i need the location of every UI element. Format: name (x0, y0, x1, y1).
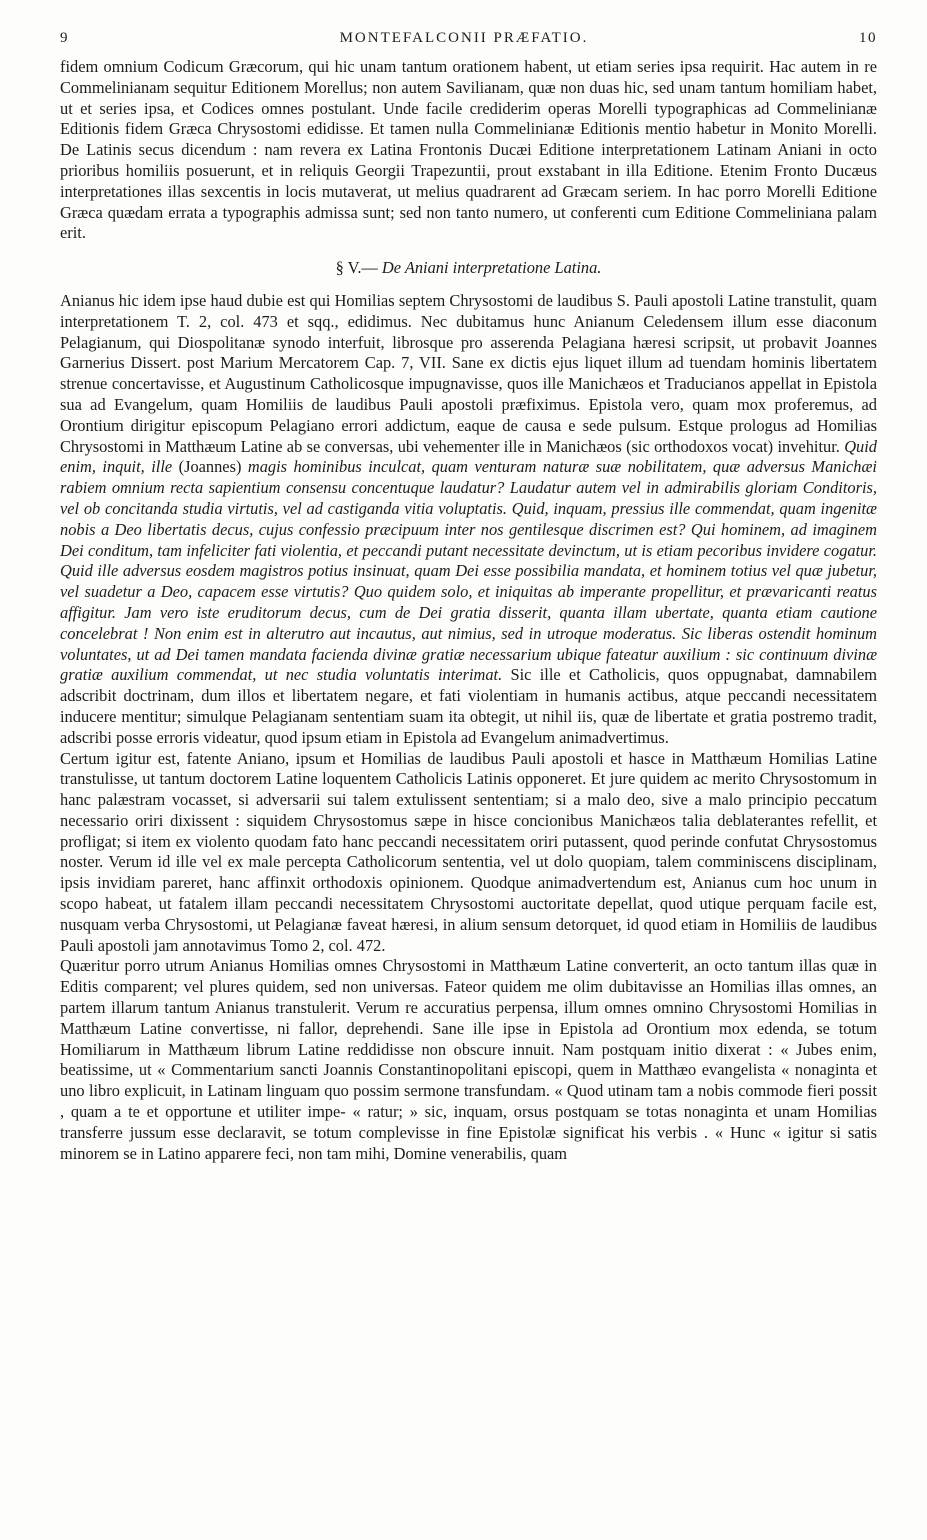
paragraph-anianus-conclusion: Sic ille et Catholicis, quos oppugnabat, damnabilem adscribit doctrinam, dum illos et libertatem negare, et fati violentiam in humanis actibus, atque peccandi necessitatem inducere mentitur; simulque Pelagianam sententiam suam ita obtegit, ut nihil iis, quæ de libertate et gratia postremo tradit, adscribi posse erroris videatur, quod ipsum etiam in Epistola ad Evangelum animadvertimus. (60, 665, 877, 747)
section-number: § V.— (335, 258, 382, 278)
running-header (60, 30, 877, 47)
page-number-left: 9 (60, 30, 69, 46)
quote-intro: Quid enim, inquit, ille (60, 436, 877, 477)
running-title: MONTEFALCONII PRÆFATIO. (339, 30, 589, 46)
paragraph-quaeritur: Quæritur porro utrum Anianus Homilias omnes Chrysostomi in Matthæum Latine converterit, an octo tantum illas quæ in Editis comparent; vel plures quidem, sed non universas. Fateor quidem me olim dubitavisse an Homilias illas omnes, an partem illarum tantum Anianus transtulerit. Verum re accuratius perpensa, illum omnes omnino Chrysostomi Homilias in Matthæum Latine convertisse, ni fallor, deprehendi. Sane ille ipse in Epistola ad Orontium mox edenda, se totum Homiliarum in Matthæum librum Latine reddidisse non obscure innuit. Nam postquam initio dixerat : « Jubes enim, beatissime, ut « Commentarium sancti Joannis Constantinopolitani episcopi, quem in Matthæo evangelista « nonaginta et uno libro explicuit, in Latinam linguam quo possim sermone transfundam. « Quod utinam tam a nobis commode fieri possit , quam a te et opportune et utiliter impe- « ratur; » sic, inquam, orsus postquam se totas nonaginta et unam Homilias transferre jussum esse declaravit, se totum complevisse in fine Epistolæ significat his verbis . « Hunc « igitur si satis minorem se in Latino apparere feci, non tam mihi, Domine venerabilis, quam (60, 956, 877, 1163)
section-heading (60, 258, 877, 279)
paragraph-continued: fidem omnium Codicum Græcorum, qui hic unam tantum orationem habent, ut etiam series ipsa requirit. Hac autem in re Commelinianam sequitur Editionem Morellus; non autem Savilianam, quæ non duas hic, sed unam tantum homiliam habet, ut et series ipsa, et Codices omnes postulant. Unde facile crediderim operas Morelli typographicas ad Commelinianæ Editionis fidem Græca Chrysostomi edidisse. Et tamen nulla Commelinianæ Editionis mentio habetur in Monito Morelli. De Latinis secus dicendum : nam revera ex Latina Frontonis Ducæi Editione interpretationem Latinam Aniani in octo prioribus homiliis posuerunt, et in reliquis Georgii Trapezuntii, prout exstabant in illa Editione. Etenim Fronto Ducæus interpretationes illas sexcentis in locis mutaverat, ut melius quadrarent ad Græcam seriem. In hac porro Morelli Editione Græca quædam errata a typographis admissa sunt; sed non tanto numero, ut conferenti cum Editione Commeliniana palam erit. (60, 57, 877, 243)
quote-body: magis hominibus inculcat, quam venturam naturæ suæ nobilitatem, quæ adversus Manichæi rabiem omnium recta sapientium consensu concentuque laudatur? Laudatur autem vel in admirabilis gloriam Conditoris, vel ob concitanda studia virtutis, vel ad castiganda vitia voluptatis. Quid, inquam, pressius ille commendat, quam ingenitæ nobis a Deo libertatis decus, cujus confessio præcipuum inter nos gentilesque discrimen est? Qui hominem, ad imaginem Dei conditum, tam infeliciter fati violentia, et peccandi putant necessitate devinctum, ut is etiam pecoribus invidere cogatur. Quid ille adversus eosdem magistros potius insinuat, quam Dei esse possibilia mandata, et hominem totius vel quæ jubetur, vel suadetur a Deo, capacem esse virtutis? Quo quidem solo, et iniquitas ab imperante propellitur, et prævaricanti reatus affigitur. Jam vero iste eruditorum decus, cum de Dei gratia disserit, quanta illam ubertate, quanta etiam cautione concelebrat ! Non enim est in alterutro aut incautus, aut nimius, sed in utroque moderatus. Sic liberas ostendit hominum voluntates, ut ad Dei tamen mandata facienda divinæ gratiæ necessarium ubique fateatur auxilium : sic continuum divinæ gratiæ auxilium commendat, ut nec studia voluntatis interimat. (60, 457, 877, 685)
paragraph-anianus-text: Anianus hic idem ipse haud dubie est qui Homilias septem Chrysostomi de laudibus S. Pauli apostoli Latine transtulit, quam interpretationem T. 2, col. 473 et sqq., edidimus. Nec dubitamus hunc Anianum Celedensem illum esse diaconum Pelagianum, qui Diospolitanæ synodo interfuit, librosque pro asserenda Pelagiana hæresi scripsit, ut probavit Joannes Garnerius Dissert. post Marium Mercatorem Cap. 7, VII. Sane ex dictis ejus liquet illum ad tuendam hominis libertatem strenue concertavisse, et Augustinum Catholicosque impugnavisse, quos ille Manichæos et Traducianos appellat in Epistola sua ad Evangelum, quam Homiliis de laudibus Pauli apostoli præfiximus. Epistola vero, quam mox proferemus, ad Orontium dirigitur episcopum Pelagiano errori addictum, eaque de causa e sede pulsum. Estque prologus ad Homilias Chrysostomi in Matthæum Latine ab se conversas, ubi vehementer ille in Manichæos (sic orthodoxos vocat) invehitur. (60, 290, 877, 456)
paragraph-anianus (60, 291, 877, 749)
quote-aside: (Joannes) (178, 457, 248, 477)
paragraph-certum: Certum igitur est, fatente Aniano, ipsum et Homilias de laudibus Pauli apostoli et hasce in Matthæum Homilias Latine transtulisse, ut tantum doctorem Latine loquentem Catholicis Latinis opponeret. Et jure quidem ac merito Chrysostomum in hanc palæstram vocasset, si adversarii sui talem extulissent sententiam; si a malo deo, sive a malo principio peccatum necessario oriri dixissent : siquidem Chrysostomus sæpe in hisce concionibus Manichæos talia deblaterantes refellit, et profligat; si item ex violento quodam fato hanc peccandi necessitatem oriri putassent, quod perinde confutat Chrysostomus noster. Verum id ille vel ex male percepta Catholicorum sententia, vel ut dolo quopiam, talem comminiscens disciplinam, ipsis invidiam pareret, hanc affinxit orthodoxis opinionem. Quodque animadvertendum est, Anianus cum hoc unum in scopo habeat, ut fatalem illam peccandi necessitatem Chrysostomi auctoritate depellat, quod utique perquam facile est, nusquam verba Chrysostomi, ut Pelagianæ faveat hæresi, in alium sensum detorquet, id quod etiam in Homiliis de laudibus Pauli apostoli jam annotavimus Tomo 2, col. 472. (60, 748, 877, 955)
page-number-right: 10 (858, 30, 877, 46)
section-title-text: De Aniani interpretatione Latina. (381, 258, 602, 278)
